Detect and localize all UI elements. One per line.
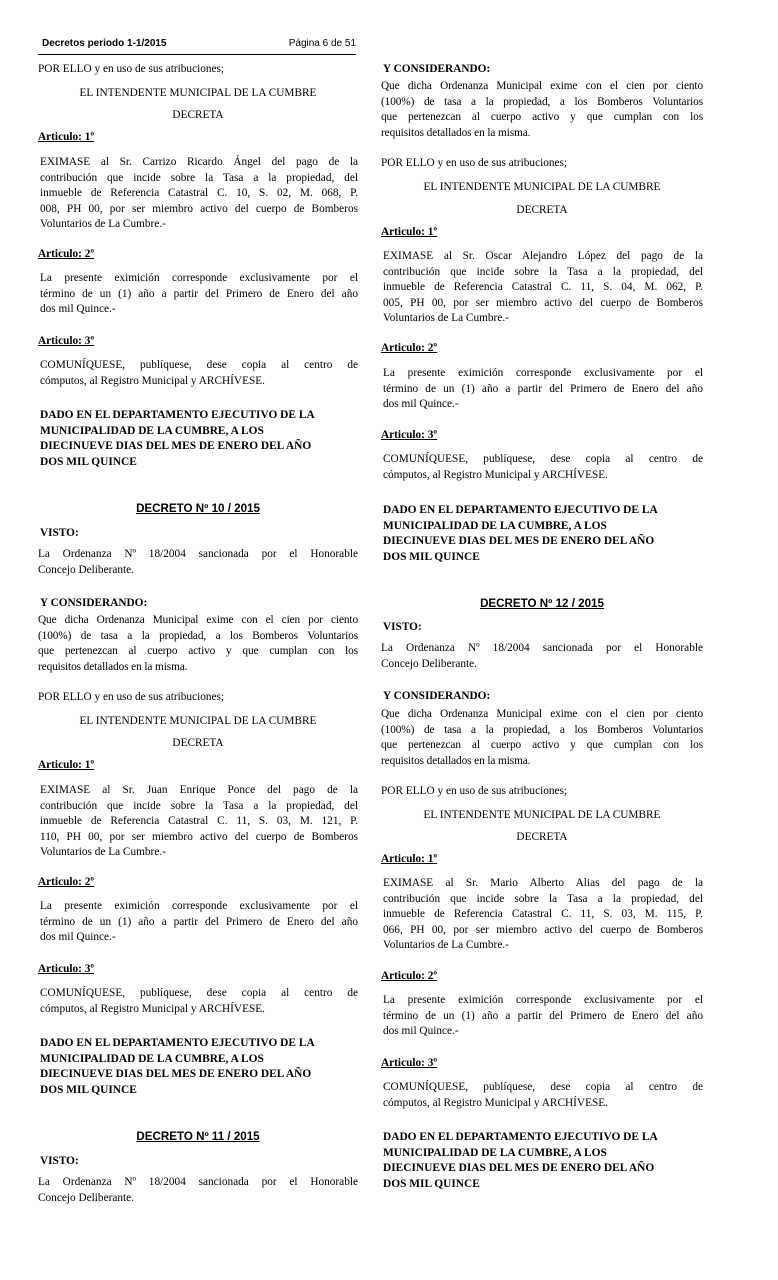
text-line: inmueble de Referencia Catastral C. 11, S. 04, M. 062, P. xyxy=(383,281,703,294)
text-line: Que dicha Ordenanza Municipal exime con el cien por ciento xyxy=(38,614,358,626)
text-line: EXIMASE al Sr. Juan Enrique Ponce del pago de la xyxy=(40,784,358,796)
text-line: Voluntarios de La Cumbre.- xyxy=(383,312,509,325)
article-1-text xyxy=(38,783,358,861)
text-line: término de un (1) año a partir del Primero de Enero del año xyxy=(383,382,703,395)
text-line: Voluntarios de La Cumbre.- xyxy=(40,218,166,231)
decreto-11-heading: DECRETO Nº 11 / 2015 xyxy=(136,1130,260,1143)
text-line: La Ordenanza Nº 18/2004 sancionada por el Honorable xyxy=(381,642,703,654)
text-line: MUNICIPALIDAD DE LA CUMBRE, A LOS xyxy=(40,1052,264,1065)
text-line: La presente eximición corresponde exclusivamente por el xyxy=(383,994,703,1006)
text-line: que pertenezcan al cuerpo activo y que cumplan con los xyxy=(381,111,703,124)
text-line: DOS MIL QUINCE xyxy=(40,1083,137,1096)
text-line: dos mil Quince.- xyxy=(40,931,116,944)
text-line: EXIMASE al Sr. Oscar Alejandro López del pago de la xyxy=(383,250,703,262)
intendente-heading: EL INTENDENTE MUNICIPAL DE LA CUMBRE xyxy=(79,87,317,99)
decreto-10-heading: DECRETO Nº 10 / 2015 xyxy=(136,502,260,515)
text-line: (100%) de tasa a la propiedad, a los Bomberos Voluntarios xyxy=(381,95,703,108)
article-3-text xyxy=(38,986,358,1017)
text-line: contribución que incide sobre la Tasa a la propiedad, del xyxy=(383,265,703,278)
text-line: cómputos, al Registro Municipal y ARCHÍVESE. xyxy=(383,1096,608,1109)
text-line: EXIMASE al Sr. Mario Alberto Alias del pago de la xyxy=(383,877,703,889)
text-line: término de un (1) año a partir del Primero de Enero del año xyxy=(40,287,358,300)
text-line: DOS MIL QUINCE xyxy=(383,550,480,563)
dado-block xyxy=(38,408,358,470)
visto-text xyxy=(38,1175,358,1206)
text-line: requisitos detallados en la misma. xyxy=(381,754,531,767)
text-line: DIECINUEVE DIAS DEL MES DE ENERO DEL AÑO xyxy=(40,440,312,453)
text-line: Voluntarios de La Cumbre.- xyxy=(40,846,166,859)
text-line: La Ordenanza Nº 18/2004 sancionada por el Honorable xyxy=(38,548,358,560)
text-line: (100%) de tasa a la propiedad, a los Bomberos Voluntarios xyxy=(38,629,358,642)
document-title: Decretos periodo 1-1/2015 xyxy=(42,38,167,49)
text-line: requisitos detallados en la misma. xyxy=(38,660,188,673)
article-2-title: Articulo: 2º xyxy=(38,248,95,260)
article-1-title: Articulo: 1º xyxy=(38,759,95,771)
por-ello-line: POR ELLO y en uso de sus atribuciones; xyxy=(38,63,225,75)
article-1-title: Articulo: 1º xyxy=(38,131,95,143)
text-line: MUNICIPALIDAD DE LA CUMBRE, A LOS xyxy=(40,424,264,437)
por-ello-line: POR ELLO y en uso de sus atribuciones; xyxy=(38,691,225,703)
visto-heading: VISTO: xyxy=(40,527,79,539)
considerando-heading: Y CONSIDERANDO: xyxy=(383,690,491,702)
text-line: cómputos, al Registro Municipal y ARCHÍVESE. xyxy=(40,1002,265,1015)
text-line: inmueble de Referencia Catastral C. 11, S. 03, M. 115, P. xyxy=(383,908,703,921)
article-3-text xyxy=(38,358,358,389)
por-ello-line: POR ELLO y en uso de sus atribuciones; xyxy=(381,785,568,797)
article-2-title: Articulo: 2º xyxy=(381,970,438,982)
dado-block xyxy=(381,1130,703,1192)
text-line: (100%) de tasa a la propiedad, a los Bomberos Voluntarios xyxy=(381,723,703,736)
text-line: contribución que incide sobre la Tasa a la propiedad, del xyxy=(40,171,358,184)
text-line: DIECINUEVE DIAS DEL MES DE ENERO DEL AÑO xyxy=(383,1162,655,1175)
intendente-heading: EL INTENDENTE MUNICIPAL DE LA CUMBRE xyxy=(423,181,661,193)
page-number: Página 6 de 51 xyxy=(288,38,356,49)
text-line: DADO EN EL DEPARTAMENTO EJECUTIVO DE LA xyxy=(40,409,315,421)
article-2-title: Articulo: 2º xyxy=(381,342,438,354)
intendente-heading: EL INTENDENTE MUNICIPAL DE LA CUMBRE xyxy=(423,809,661,821)
considerando-heading: Y CONSIDERANDO: xyxy=(383,63,491,75)
considerando-text xyxy=(38,613,358,675)
article-1-title: Articulo: 1º xyxy=(381,226,438,238)
intendente-heading: EL INTENDENTE MUNICIPAL DE LA CUMBRE xyxy=(79,715,317,727)
article-2-title: Articulo: 2º xyxy=(38,876,95,888)
text-line: dos mil Quince.- xyxy=(40,303,116,316)
text-line: contribución que incide sobre la Tasa a la propiedad, del xyxy=(40,799,358,812)
visto-heading: VISTO: xyxy=(40,1155,79,1167)
text-line: La Ordenanza Nº 18/2004 sancionada por el Honorable xyxy=(38,1176,358,1188)
text-line: COMUNÍQUESE, publíquese, dese copia al centro de xyxy=(383,453,703,465)
text-line: contribución que incide sobre la Tasa a la propiedad, del xyxy=(383,892,703,905)
text-line: Voluntarios de La Cumbre.- xyxy=(383,939,509,952)
text-line: COMUNÍQUESE, publíquese, dese copia al centro de xyxy=(40,987,358,999)
article-1-text xyxy=(381,876,703,954)
text-line: Que dicha Ordenanza Municipal exime con el cien por ciento xyxy=(381,80,703,92)
article-1-title: Articulo: 1º xyxy=(381,853,438,865)
article-1-text xyxy=(381,249,703,327)
article-3-title: Articulo: 3º xyxy=(381,429,438,441)
text-line: 110, PH 00, por ser miembro activo del cuerpo de Bomberos xyxy=(40,830,358,843)
article-2-text xyxy=(38,271,358,318)
decreto-12-heading: DECRETO Nº 12 / 2015 xyxy=(480,597,604,610)
text-line: Que dicha Ordenanza Municipal exime con el cien por ciento xyxy=(381,708,703,720)
text-line: La presente eximición corresponde exclusivamente por el xyxy=(40,900,358,912)
por-ello-line: POR ELLO y en uso de sus atribuciones; xyxy=(381,157,568,169)
article-3-title: Articulo: 3º xyxy=(38,963,95,975)
considerando-text xyxy=(381,707,703,769)
text-line: COMUNÍQUESE, publíquese, dese copia al centro de xyxy=(383,1081,703,1093)
text-line: COMUNÍQUESE, publíquese, dese copia al centro de xyxy=(40,359,358,371)
considerando-heading: Y CONSIDERANDO: xyxy=(40,597,148,609)
article-3-text xyxy=(381,452,703,483)
visto-text xyxy=(381,641,703,672)
text-line: que pertenezcan al cuerpo activo y que cumplan con los xyxy=(381,739,703,752)
decreta-heading: DECRETA xyxy=(172,109,224,121)
text-line: EXIMASE al Sr. Carrizo Ricardo Ángel del pago de la xyxy=(40,156,358,168)
article-2-text xyxy=(381,993,703,1040)
text-line: DOS MIL QUINCE xyxy=(40,455,137,468)
text-line: cómputos, al Registro Municipal y ARCHÍVESE. xyxy=(40,374,265,387)
article-1-text xyxy=(38,155,358,233)
text-line: DIECINUEVE DIAS DEL MES DE ENERO DEL AÑO xyxy=(40,1068,312,1081)
text-line: 008, PH 00, por ser miembro activo del cuerpo de Bomberos xyxy=(40,202,358,215)
text-line: que pertenezcan al cuerpo activo y que cumplan con los xyxy=(38,645,358,658)
visto-heading: VISTO: xyxy=(383,621,422,633)
text-line: inmueble de Referencia Catastral C. 11, S. 03, M. 121, P. xyxy=(40,815,358,828)
text-line: término de un (1) año a partir del Primero de Enero del año xyxy=(383,1009,703,1022)
text-line: La presente eximición corresponde exclusivamente por el xyxy=(40,272,358,284)
text-line: dos mil Quince.- xyxy=(383,398,459,411)
dado-block xyxy=(381,503,703,565)
page-header xyxy=(38,38,356,55)
text-line: La presente eximición corresponde exclusivamente por el xyxy=(383,367,703,379)
text-line: Concejo Deliberante. xyxy=(38,1191,134,1204)
text-line: dos mil Quince.- xyxy=(383,1025,459,1038)
text-line: término de un (1) año a partir del Primero de Enero del año xyxy=(40,915,358,928)
text-line: MUNICIPALIDAD DE LA CUMBRE, A LOS xyxy=(383,519,607,532)
text-line: MUNICIPALIDAD DE LA CUMBRE, A LOS xyxy=(383,1146,607,1159)
text-line: inmueble de Referencia Catastral C. 10, S. 02, M. 068, P. xyxy=(40,187,358,200)
considerando-text xyxy=(381,79,703,141)
text-line: DOS MIL QUINCE xyxy=(383,1177,480,1190)
article-3-title: Articulo: 3º xyxy=(381,1057,438,1069)
decreta-heading: DECRETA xyxy=(516,831,568,843)
text-line: DADO EN EL DEPARTAMENTO EJECUTIVO DE LA xyxy=(383,1131,658,1143)
text-line: 005, PH 00, por ser miembro activo del cuerpo de Bomberos xyxy=(383,296,703,309)
article-2-text xyxy=(38,899,358,946)
decreta-heading: DECRETA xyxy=(516,204,568,216)
article-3-title: Articulo: 3º xyxy=(38,335,95,347)
text-line: DADO EN EL DEPARTAMENTO EJECUTIVO DE LA xyxy=(40,1037,315,1049)
decreta-heading: DECRETA xyxy=(172,737,224,749)
text-line: Concejo Deliberante. xyxy=(381,657,477,670)
article-3-text xyxy=(381,1080,703,1111)
text-line: Concejo Deliberante. xyxy=(38,563,134,576)
dado-block xyxy=(38,1036,358,1098)
visto-text xyxy=(38,547,358,578)
text-line: DADO EN EL DEPARTAMENTO EJECUTIVO DE LA xyxy=(383,504,658,516)
article-2-text xyxy=(381,366,703,413)
text-line: requisitos detallados en la misma. xyxy=(381,126,531,139)
text-line: 066, PH 00, por ser miembro activo del cuerpo de Bomberos xyxy=(383,923,703,936)
text-line: DIECINUEVE DIAS DEL MES DE ENERO DEL AÑO xyxy=(383,535,655,548)
text-line: cómputos, al Registro Municipal y ARCHÍVESE. xyxy=(383,468,608,481)
